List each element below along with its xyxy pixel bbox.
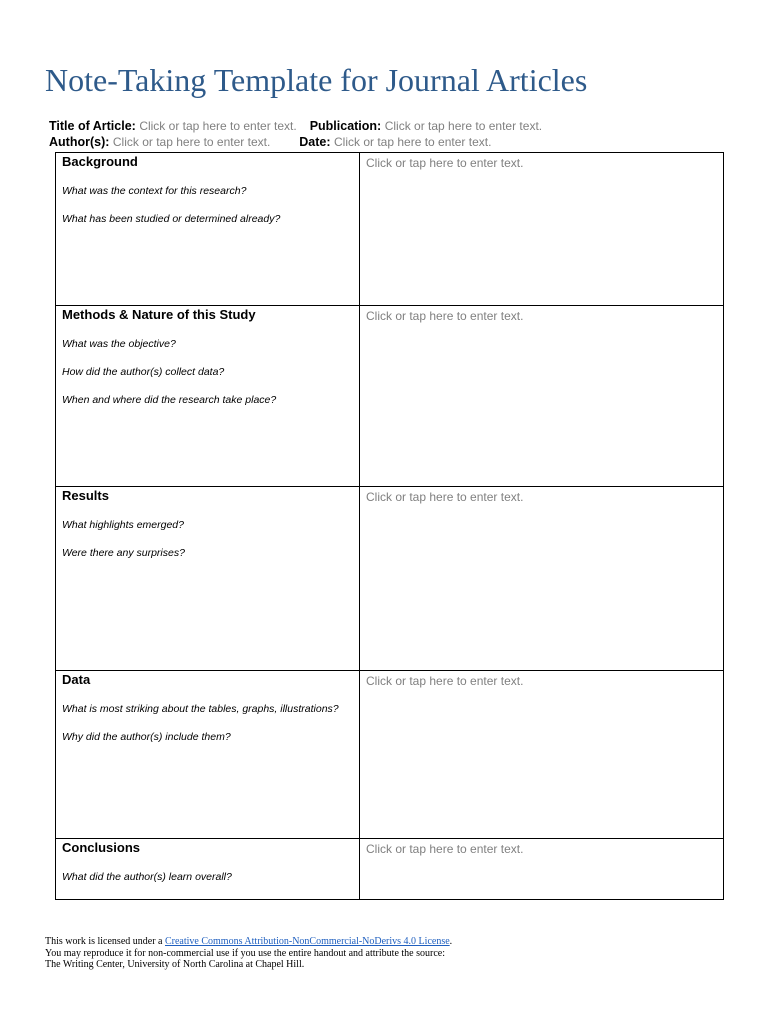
authors-field[interactable]: Click or tap here to enter text. xyxy=(112,135,271,149)
section-row-results xyxy=(56,487,724,671)
question: When and where did the research take place? xyxy=(62,394,277,406)
page-title: Note-Taking Template for Journal Articles xyxy=(45,62,588,98)
source-line: The Writing Center, University of North Carolina at Chapel Hill. xyxy=(45,959,305,970)
section-heading-results: Results xyxy=(62,488,109,503)
publication-label: Publication: xyxy=(309,119,382,133)
entry-cell-conclusions[interactable] xyxy=(360,839,724,900)
license-prefix: This work is licensed under a xyxy=(45,936,165,947)
license-line xyxy=(45,936,452,948)
authors-label: Author(s): xyxy=(49,135,110,149)
section-row-methods xyxy=(56,306,724,487)
entry-placeholder[interactable]: Click or tap here to enter text. xyxy=(366,490,524,504)
metadata-row-2 xyxy=(49,135,491,149)
question: What did the author(s) learn overall? xyxy=(62,871,232,883)
license-link[interactable]: Creative Commons Attribution-NonCommercial-NoDerivs 4.0 License xyxy=(164,936,450,947)
prompt-cell xyxy=(56,487,360,671)
question: Why did the author(s) include them? xyxy=(62,731,231,743)
publication-field[interactable]: Click or tap here to enter text. xyxy=(384,119,543,133)
license-footer xyxy=(45,936,452,971)
prompt-cell xyxy=(56,839,360,900)
metadata-row-1 xyxy=(49,119,542,133)
entry-cell-background[interactable] xyxy=(360,153,724,306)
entry-cell-results[interactable] xyxy=(360,487,724,671)
question: What highlights emerged? xyxy=(62,519,184,531)
title-of-article-field[interactable]: Click or tap here to enter text. xyxy=(139,119,297,133)
question: What was the context for this research? xyxy=(62,185,247,197)
section-row-conclusions xyxy=(56,839,724,900)
prompt-cell xyxy=(56,306,360,487)
entry-placeholder[interactable]: Click or tap here to enter text. xyxy=(366,674,524,688)
section-heading-conclusions: Conclusions xyxy=(62,840,141,855)
entry-placeholder[interactable]: Click or tap here to enter text. xyxy=(366,842,524,856)
entry-cell-data[interactable] xyxy=(360,671,724,839)
title-of-article-label: Title of Article: xyxy=(49,119,136,133)
entry-cell-methods[interactable] xyxy=(360,306,724,487)
notes-table xyxy=(55,152,724,900)
section-heading-background: Background xyxy=(62,154,138,169)
question: How did the author(s) collect data? xyxy=(62,366,225,378)
date-label: Date: xyxy=(299,135,331,149)
reproduce-line: You may reproduce it for non-commercial use if you use the entire handout and attribute the source: xyxy=(45,947,445,959)
license-suffix: . xyxy=(449,936,453,947)
question: Were there any surprises? xyxy=(62,547,185,559)
question: What was the objective? xyxy=(62,338,176,350)
prompt-cell xyxy=(56,671,360,839)
entry-placeholder[interactable]: Click or tap here to enter text. xyxy=(366,156,524,170)
question: What is most striking about the tables, graphs, illustrations? xyxy=(62,703,339,715)
section-row-data xyxy=(56,671,724,839)
question: What has been studied or determined already? xyxy=(62,213,281,225)
section-heading-data: Data xyxy=(62,672,91,687)
entry-placeholder[interactable]: Click or tap here to enter text. xyxy=(366,309,524,323)
date-field[interactable]: Click or tap here to enter text. xyxy=(334,135,492,149)
prompt-cell xyxy=(56,153,360,306)
section-heading-methods: Methods & Nature of this Study xyxy=(62,307,256,322)
section-row-background xyxy=(56,153,724,306)
